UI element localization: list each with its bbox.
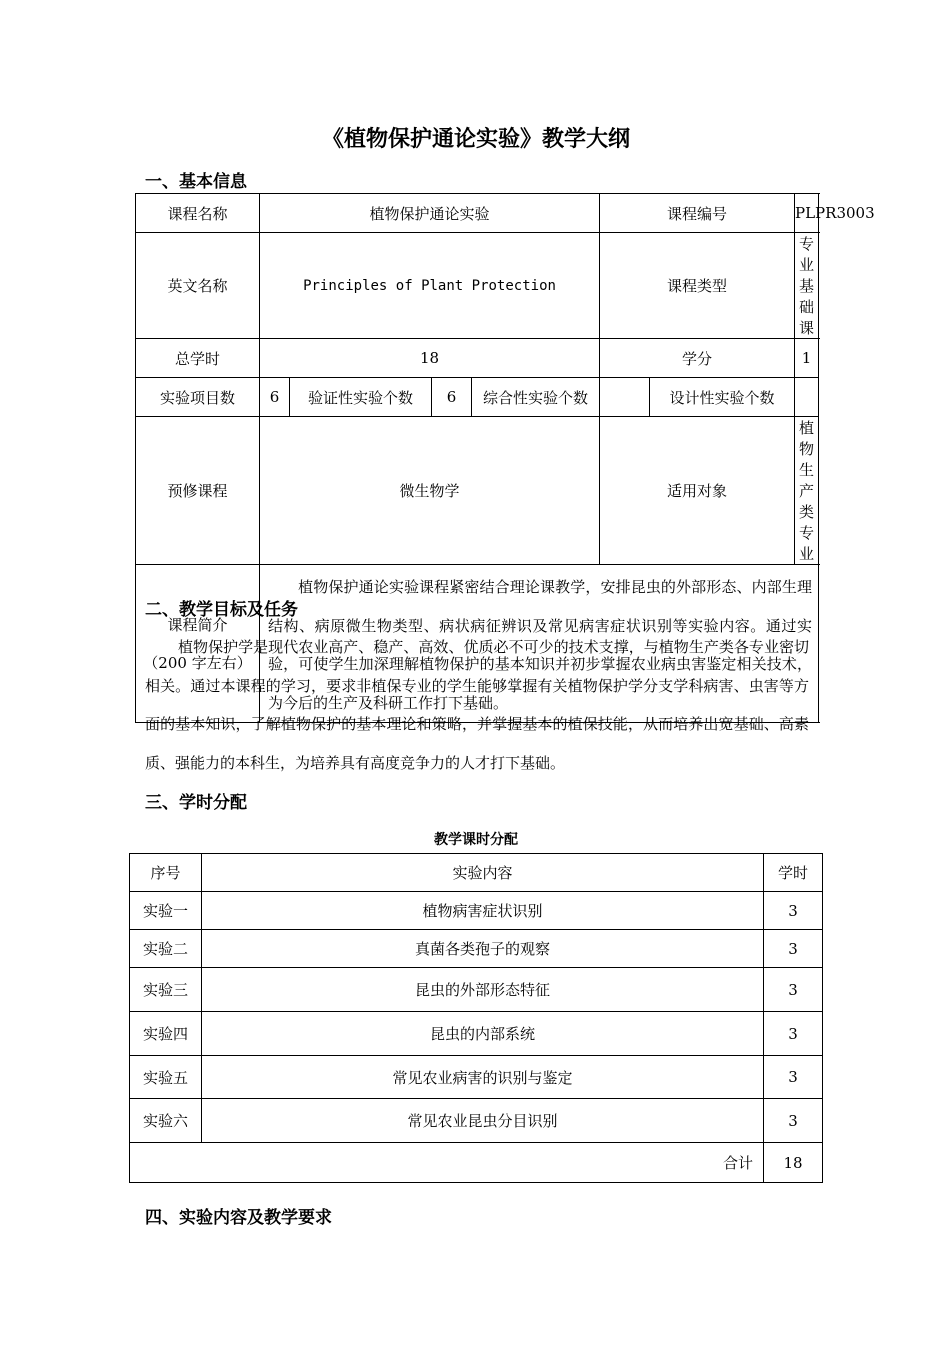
row-no: 实验一	[130, 892, 202, 930]
summary-note: （200 字左右）	[143, 653, 252, 672]
course-name-value: 植物保护通论实验	[260, 194, 600, 233]
course-code-value: PLPR3003	[795, 194, 819, 233]
row-content: 昆虫的内部系统	[202, 1012, 764, 1056]
section-hours-heading: 三、学时分配	[145, 793, 247, 813]
prerequisite-value: 微生物学	[260, 417, 600, 565]
row-content: 常见农业昆虫分目识别	[202, 1099, 764, 1143]
verify-count-value: 6	[432, 378, 472, 417]
comprehensive-count-label: 综合性实验个数	[472, 378, 600, 417]
total-label: 合计	[130, 1143, 764, 1183]
course-name-label: 课程名称	[136, 194, 260, 233]
row-no: 实验二	[130, 930, 202, 968]
row-no: 实验五	[130, 1056, 202, 1099]
row-content: 植物病害症状识别	[202, 892, 764, 930]
verify-count-label: 验证性实验个数	[290, 378, 432, 417]
row-content: 真菌各类孢子的观察	[202, 930, 764, 968]
table-row	[130, 1099, 823, 1143]
target-value: 植物生产类专业	[795, 417, 819, 565]
hours-table	[129, 853, 823, 1183]
header-content: 实验内容	[202, 854, 764, 892]
info-row-prerequisite	[136, 417, 819, 565]
row-content: 常见农业病害的识别与鉴定	[202, 1056, 764, 1099]
objectives-paragraph	[145, 628, 809, 782]
objectives-text: 植物保护学是现代农业高产、稳产、高效、优质必不可少的技术支撑，与植物生产类各专业密切相关。通过本课程的学习，要求非植保专业的学生能够掌握有关植物保护学分支学科病害、虫害等方面的基本知识，了解植物保护的基本理论和策略，并掌握基本的植保技能，从而培养出宽基础、高素质、强能力的本科生，为培养具有高度竞争力的人才打下基础。	[145, 638, 809, 772]
target-label: 适用对象	[600, 417, 795, 565]
row-no: 实验六	[130, 1099, 202, 1143]
section-basic-info-heading: 一、基本信息	[145, 172, 247, 192]
total-hours-value: 18	[260, 339, 600, 378]
credits-label: 学分	[600, 339, 795, 378]
row-hours: 3	[764, 1099, 823, 1143]
row-hours: 3	[764, 1056, 823, 1099]
section-content-heading: 四、实验内容及教学要求	[145, 1208, 332, 1228]
header-hours: 学时	[764, 854, 823, 892]
prerequisite-label: 预修课程	[136, 417, 260, 565]
row-no: 实验三	[130, 968, 202, 1012]
info-row-course-name	[136, 194, 819, 233]
english-name-value: Principles of Plant Protection	[260, 233, 600, 339]
course-type-label: 课程类型	[600, 233, 795, 339]
info-row-hours	[136, 339, 819, 378]
page-title: 《植物保护通论实验》教学大纲	[321, 127, 630, 152]
project-count-value: 6	[260, 378, 290, 417]
info-row-projects	[136, 378, 819, 417]
summary-label: 课程简介	[167, 615, 228, 634]
summary-value: 植物保护通论实验课程紧密结合理论课教学，安排昆虫的外部形态、内部生理结构、病原微生物类型、病状病征辨识及常见病害症状识别等实验内容。通过实验，可使学生加深理解植物保护的基本知识并初步掌握农业病虫害鉴定相关技术，为今后的生产及科研工作打下基础。	[268, 578, 812, 712]
row-hours: 3	[764, 1012, 823, 1056]
row-hours: 3	[764, 930, 823, 968]
hours-header-row	[130, 854, 823, 892]
hours-table-caption: 教学课时分配	[434, 832, 518, 848]
row-hours: 3	[764, 892, 823, 930]
row-content: 昆虫的外部形态特征	[202, 968, 764, 1012]
project-count-label: 实验项目数	[136, 378, 260, 417]
table-row	[130, 892, 823, 930]
total-row	[130, 1143, 823, 1183]
design-count-label: 设计性实验个数	[650, 378, 795, 417]
course-type-value: 专业基础课	[795, 233, 819, 339]
table-row	[130, 930, 823, 968]
english-name-label: 英文名称	[136, 233, 260, 339]
table-row	[130, 1056, 823, 1099]
table-row	[130, 968, 823, 1012]
section-objectives-heading: 二、教学目标及任务	[145, 600, 298, 620]
design-count-value	[795, 378, 819, 417]
header-no: 序号	[130, 854, 202, 892]
total-hours: 18	[764, 1143, 823, 1183]
info-row-english-name	[136, 233, 819, 339]
row-no: 实验四	[130, 1012, 202, 1056]
course-code-label: 课程编号	[600, 194, 795, 233]
comprehensive-count-value	[600, 378, 650, 417]
table-row	[130, 1012, 823, 1056]
credits-value: 1	[795, 339, 819, 378]
total-hours-label: 总学时	[136, 339, 260, 378]
row-hours: 3	[764, 968, 823, 1012]
